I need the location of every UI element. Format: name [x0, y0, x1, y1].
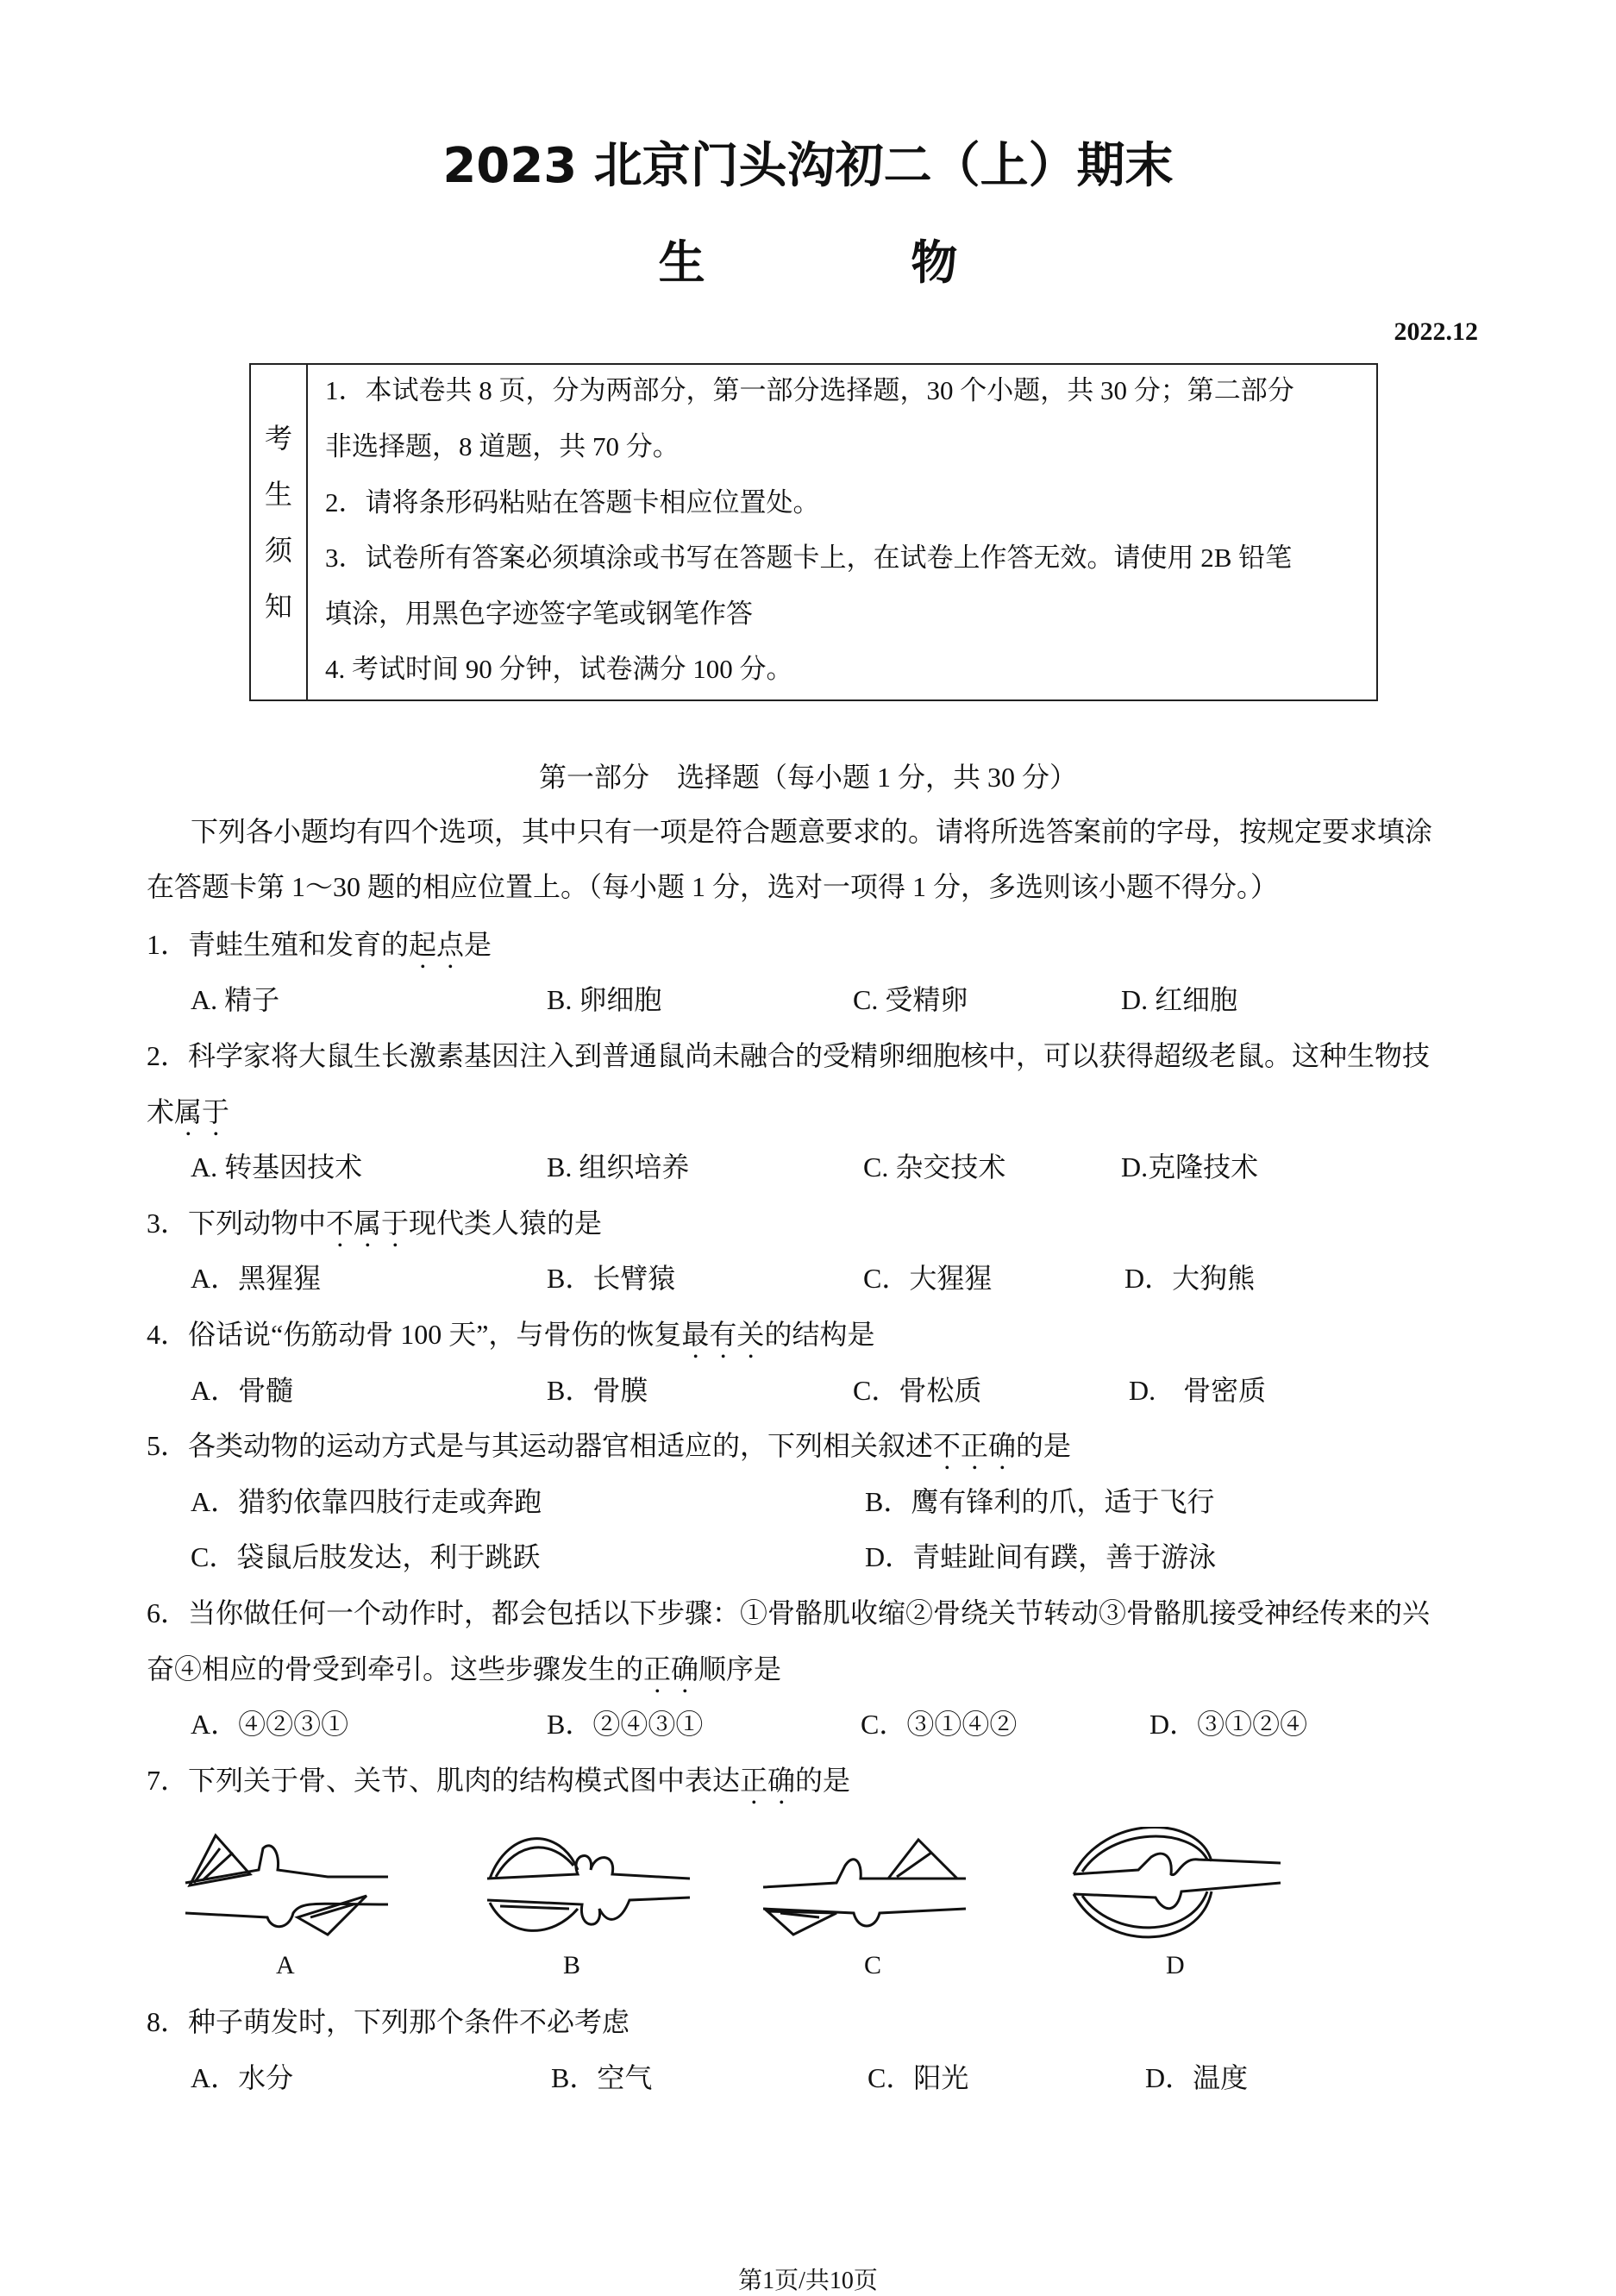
q-emphasis: 最有关 [681, 1319, 765, 1350]
option-d[interactable]: D. 骨密质 [1129, 1375, 1267, 1406]
question-7 [147, 1763, 850, 1810]
side-char: 须 [264, 535, 292, 566]
option-d[interactable]: D．③①②④ [1149, 1709, 1308, 1740]
question-6-line1: 6．当你做任何一个动作时，都会包括以下步骤：①骨骼肌收缩②骨绕关节转动③骨骼肌接受神经传来的兴 [147, 1597, 1431, 1628]
page-footer: 第1页/共10页 [738, 2268, 878, 2294]
question-5 [147, 1428, 1071, 1476]
option-d[interactable]: D．大狗熊 [1124, 1263, 1256, 1294]
figure-a-bone-muscle [181, 1827, 397, 1939]
figure-label-d[interactable]: D [1166, 1951, 1185, 1979]
option-a[interactable]: A．水分 [191, 2062, 294, 2093]
figure-d-bone-muscle [1069, 1827, 1285, 1939]
q-text: 4．俗话说“伤筋动骨 100 天”，与骨伤的恢复 [147, 1319, 682, 1350]
q-text: 的是 [795, 1765, 851, 1796]
q-text: 8．种子萌发时，下列那个条件不必考虑 [147, 2006, 630, 2037]
option-b[interactable]: B．骨膜 [547, 1375, 648, 1406]
notice-line: 4. 考试时间 90 分钟，试卷满分 100 分。 [325, 654, 793, 684]
question-6 [147, 1652, 781, 1699]
q-text: 的结构是 [764, 1319, 875, 1350]
notice-side-label [251, 365, 308, 699]
figure-b-bone-muscle [483, 1827, 698, 1939]
q-text: 顺序是 [698, 1653, 782, 1684]
q-emphasis: 不属于 [326, 1208, 410, 1239]
q-emphasis: 不正确 [933, 1430, 1017, 1461]
figure-label-c[interactable]: C [864, 1951, 882, 1979]
side-char: 考 [264, 423, 292, 454]
q-text: 1．青蛙生殖和发育的 [147, 929, 410, 960]
q-emphasis: 正确 [643, 1653, 699, 1684]
option-b[interactable]: B. 组织培养 [547, 1151, 690, 1183]
option-d[interactable]: D.克隆技术 [1121, 1151, 1259, 1183]
question-8 [147, 2004, 629, 2039]
option-a[interactable]: A．④②③① [191, 1709, 349, 1740]
q-text: 现代类人猿的是 [409, 1208, 603, 1239]
question-3 [147, 1206, 602, 1253]
section-heading: 第一部分 选择题（每小题 1 分，共 30 分） [538, 762, 1077, 793]
option-b[interactable]: B．空气 [551, 2062, 653, 2093]
q-text: 5．各类动物的运动方式是与其运动器官相适应的，下列相关叙述 [147, 1430, 934, 1461]
option-c[interactable]: C. 杂交技术 [863, 1151, 1006, 1183]
option-a[interactable]: A．黑猩猩 [191, 1263, 322, 1294]
question-2 [147, 1095, 229, 1142]
q-text: 的是 [1016, 1430, 1072, 1461]
figure-label-b[interactable]: B [563, 1951, 581, 1979]
side-char: 知 [264, 591, 292, 622]
option-b[interactable]: B．②④③① [547, 1709, 704, 1740]
notice-line: 2．请将条形码粘贴在答题卡相应位置处。 [325, 487, 820, 518]
option-c[interactable]: C．阳光 [868, 2062, 969, 2093]
question-1 [147, 927, 492, 975]
exam-date: 2022.12 [1394, 317, 1478, 346]
side-char: 生 [264, 479, 292, 510]
q-emphasis: 正确 [740, 1765, 796, 1796]
q-text: 是 [464, 929, 492, 960]
option-d[interactable]: D. 红细胞 [1121, 984, 1238, 1015]
option-c[interactable]: C. 受精卵 [853, 984, 968, 1015]
q-emphasis: 属于 [174, 1096, 230, 1127]
option-a[interactable]: A．骨髓 [191, 1375, 294, 1406]
option-b[interactable]: B. 卵细胞 [547, 984, 662, 1015]
option-c[interactable]: C．骨松质 [853, 1375, 982, 1406]
exam-title: 2023 北京门头沟初二（上）期末 [442, 138, 1174, 194]
subject-title: 生 物 [658, 235, 1053, 290]
option-a[interactable]: A. 转基因技术 [191, 1151, 363, 1183]
q-text: 7．下列关于骨、关节、肌肉的结构模式图中表达 [147, 1765, 741, 1796]
option-a[interactable]: A. 精子 [191, 984, 280, 1015]
question-2-line1: 2．科学家将大鼠生长激素基因注入到普通鼠尚未融合的受精卵细胞核中，可以获得超级老鼠。这种生物技 [147, 1040, 1431, 1071]
section-intro: 在答题卡第 1～30 题的相应位置上。（每小题 1 分，选对一项得 1 分，多选则该小题不得分。） [147, 871, 1279, 902]
section-intro: 下列各小题均有四个选项，其中只有一项是符合题意要求的。请将所选答案前的字母，按规定要求填涂 [191, 816, 1433, 847]
option-d[interactable]: D．青蛙趾间有蹼，善于游泳 [865, 1541, 1217, 1572]
option-c[interactable]: C．大猩猩 [863, 1263, 993, 1294]
notice-line: 1．本试卷共 8 页，分为两部分，第一部分选择题，30 个小题，共 30 分；第二部分 [325, 375, 1294, 405]
question-4 [147, 1317, 874, 1364]
option-c[interactable]: C．袋鼠后肢发达，利于跳跃 [191, 1541, 541, 1572]
notice-line: 3．试卷所有答案必须填涂或书写在答题卡上，在试卷上作答无效。请使用 2B 铅笔 [325, 543, 1293, 573]
q-emphasis: 起点 [409, 929, 465, 960]
option-d[interactable]: D．温度 [1145, 2062, 1249, 2093]
option-a[interactable]: A．猎豹依靠四肢行走或奔跑 [191, 1486, 542, 1517]
q-text: 术 [147, 1096, 175, 1127]
figure-label-a[interactable]: A [276, 1951, 295, 1979]
option-b[interactable]: B．长臂猿 [547, 1263, 676, 1294]
q-text: 奋④相应的骨受到牵引。这些步骤发生的 [147, 1653, 644, 1684]
notice-line: 非选择题，8 道题，共 70 分。 [325, 431, 680, 461]
exam-notice-box [249, 363, 1378, 701]
option-c[interactable]: C．③①④② [861, 1709, 1018, 1740]
option-b[interactable]: B．鹰有锋利的爪，适于飞行 [865, 1486, 1215, 1517]
q-text: 3．下列动物中 [147, 1208, 327, 1239]
notice-line: 填涂，用黑色字迹签字笔或钢笔作答 [325, 599, 753, 629]
figure-c-bone-muscle [759, 1827, 974, 1939]
